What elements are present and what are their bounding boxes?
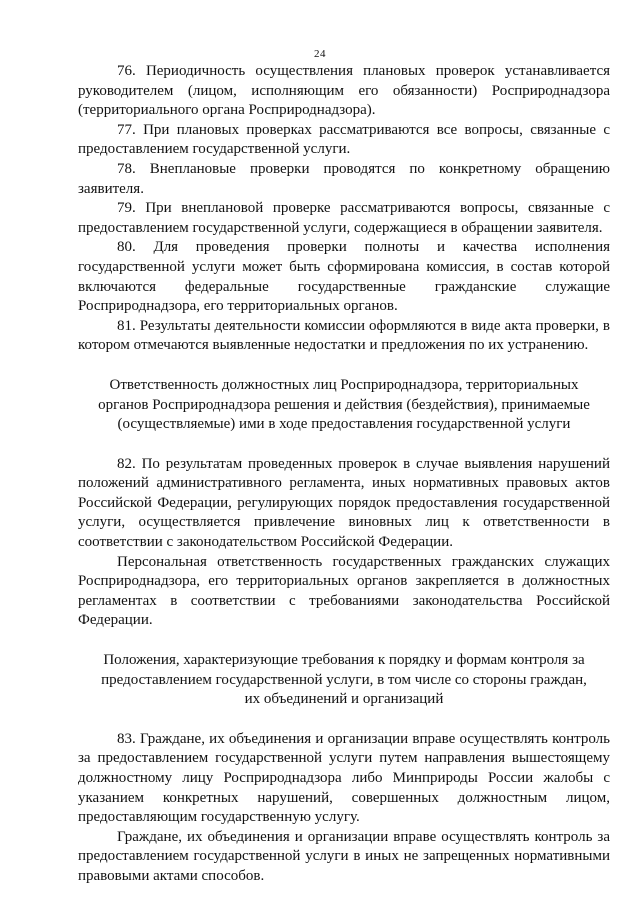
paragraph-81: 81. Результаты деятельности комиссии оформляются в виде акта проверки, в котором отмечаются выявленные недостатки и предложения по их устранению. [78,317,610,354]
paragraph-83-other-control: Граждане, их объединения и организации вправе осуществлять контроль за предоставлением государственной услуги в иных не запрещенных нормативными правовыми актами способов. [78,828,610,884]
paragraph-76: 76. Периодичность осуществления плановых проверок устанавливается руководителем (лицом, исполняющим его обязанности) Росприроднадзора (территориального органа Росприроднадзора). [78,63,610,119]
section-heading-responsibility: Ответственность должностных лиц Росприроднадзора, территориальных органов Росприроднадзора решения и действия (бездействия), принимаемые (осуществляемые) ими в ходе предоставления государственной услуги [98,376,590,433]
paragraph-80: 80. Для проведения проверки полноты и качества исполнения государственной услуги может быть сформирована комиссия, в состав которой включаются федеральные государственные гражданские служащие Росприроднадзора, его территориальных органов. [78,239,610,315]
paragraph-78: 78. Внеплановые проверки проводятся по конкретному обращению заявителя. [78,160,610,197]
paragraph-83: 83. Граждане, их объединения и организации вправе осуществлять контроль за предоставлением государственной услуги путем направления вышестоящему должностному лицу Росприроднадзора либо Минприроды России жалобы с указанием конкретных нарушений, совершенных должностным лицом, предоставляющим государственную услугу. [78,730,610,826]
page-content [78,62,610,887]
section-heading-control-requirements: Положения, характеризующие требования к порядку и формам контроля за предоставлением государственной услуги, в том числе со стороны граждан, их объединений и организаций [101,652,587,708]
paragraph-77: 77. При плановых проверках рассматриваются все вопросы, связанные с предоставлением государственной услуги. [78,121,610,158]
paragraph-79: 79. При внеплановой проверке рассматриваются вопросы, связанные с предоставлением государственной услуги, содержащиеся в обращении заявителя. [78,200,610,236]
paragraph-82: 82. По результатам проведенных проверок в случае выявления нарушений положений административного регламента, иных нормативных правовых актов Российской Федерации, регулирующих порядок предоставления государственной услуги, осуществляется привлечение виновных лиц к ответственности в соответствии с законодательством Российской Федерации. [78,455,610,551]
page-number: 24 [314,48,326,60]
paragraph-82-personal-responsibility: Персональная ответственность государственных гражданских служащих Росприроднадзора, его территориальных органов закрепляется в должностных регламентах в соответствии с требованиями законодательства Российской Федерации. [78,553,610,629]
